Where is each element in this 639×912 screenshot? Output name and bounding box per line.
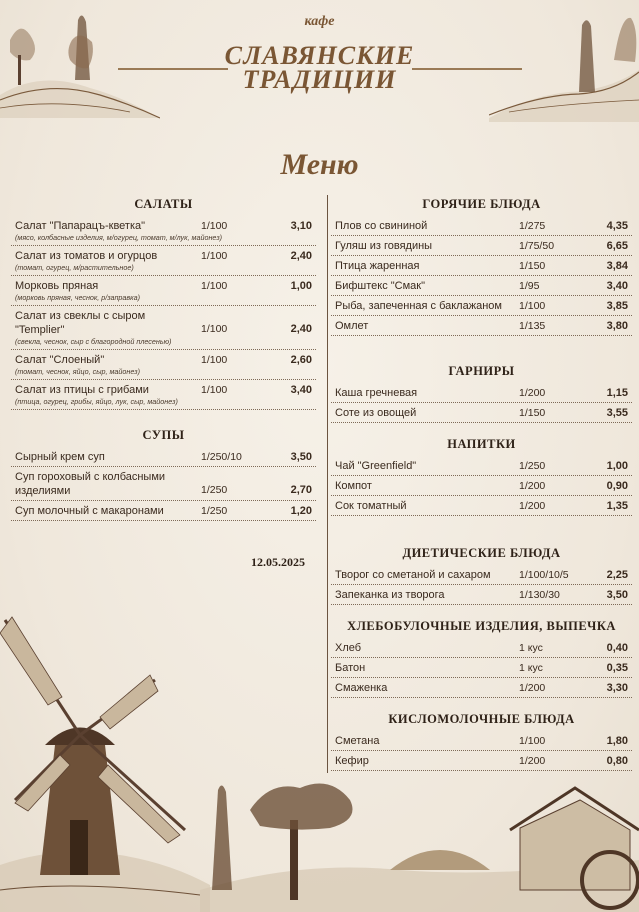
dish-portion: 1/100 [201, 384, 228, 396]
dish-portion: 1/200 [519, 755, 546, 767]
dish-name: Кефир [335, 755, 369, 767]
dish-ingredients: (томат, огурец, м/растительное) [15, 263, 134, 272]
dish-price: 1,80 [606, 735, 628, 747]
dish-ingredients: (птица, огурец, грибы, яйцо, лук, сыр, майонез) [15, 397, 178, 406]
section-title: САЛАТЫ [134, 197, 193, 211]
dish-name: Сырный крем суп [15, 451, 105, 463]
menu-item [11, 308, 316, 350]
dish-portion: 1/100 [201, 323, 228, 335]
cafe-label: кафе [304, 14, 335, 29]
dish-price: 2,40 [290, 250, 312, 262]
dish-price: 3,30 [606, 682, 628, 694]
menu-section [11, 428, 316, 521]
menu-item [331, 405, 632, 423]
dish-name: Компот [335, 480, 372, 492]
brand-logo [0, 41, 639, 94]
dish-price: 3,40 [606, 280, 628, 292]
dish-price: 0,35 [606, 662, 628, 674]
section-title: ГОРЯЧИЕ БЛЮДА [422, 197, 541, 211]
dish-price: 3,10 [290, 220, 312, 232]
dish-portion: 1/200 [519, 682, 546, 694]
menu-date: 12.05.2025 [251, 555, 305, 569]
dish-portion: 1/100 [519, 300, 546, 312]
dish-price: 3,85 [606, 300, 628, 312]
dish-price: 3,50 [290, 451, 312, 463]
dish-portion: 1/100/10/5 [519, 569, 569, 581]
section-title: КИСЛОМОЛОЧНЫЕ БЛЮДА [388, 712, 575, 726]
menu-item [11, 469, 316, 501]
dish-name: Батон [335, 662, 366, 674]
dish-ingredients: (мясо, колбасные изделия, м/огурец, томат, м/лук, майонез) [15, 233, 223, 242]
dish-name: Запеканка из творога [335, 589, 445, 601]
menu-item [331, 278, 632, 296]
dish-ingredients: (морковь пряная, чеснок, р/заправка) [15, 293, 140, 302]
brand-line-1: СЛАВЯНСКИЕ [224, 41, 415, 70]
dish-price: 3,84 [606, 260, 628, 272]
dish-portion: 1/150 [519, 260, 546, 272]
dish-name: Омлет [335, 320, 369, 332]
dish-portion: 1/250 [201, 505, 228, 517]
dish-portion: 1/75/50 [519, 240, 555, 252]
dish-portion: 1/135 [519, 320, 546, 332]
menu-section [328, 437, 632, 516]
menu-item [331, 498, 632, 516]
section-title: НАПИТКИ [447, 437, 516, 451]
menu-item [331, 567, 632, 585]
dish-portion: 1/275 [519, 220, 546, 232]
menu-item [331, 680, 632, 698]
dish-name: Соте из овощей [335, 407, 417, 419]
dish-portion: 1/200 [519, 500, 546, 512]
dish-price: 2,40 [290, 323, 312, 335]
dish-name: Салат "Слоеный" [15, 354, 105, 366]
dish-ingredients: (свекла, чеснок, сыр с благородной плесенью) [15, 337, 172, 346]
menu-section [328, 197, 632, 336]
section-title: ХЛЕБОБУЛОЧНЫЕ ИЗДЕЛИЯ, ВЫПЕЧКА [347, 619, 616, 633]
windmill-illustration [0, 605, 210, 912]
menu-item [331, 258, 632, 276]
dish-portion: 1/100 [201, 220, 228, 232]
menu-section [11, 197, 316, 410]
menu-item [11, 278, 316, 306]
left-column [11, 195, 316, 523]
dish-portion: 1/250/10 [201, 451, 242, 463]
dish-name: Салат из томатов и огурцов [15, 250, 158, 262]
dish-portion: 1/150 [519, 407, 546, 419]
dish-name: Салат из птицы с грибами [15, 384, 149, 396]
dish-price: 6,65 [606, 240, 628, 252]
menu-section [328, 546, 632, 605]
menu-section [328, 364, 632, 423]
menu-title: Меню [280, 148, 359, 181]
dish-name: Бифштекс "Смак" [335, 280, 426, 292]
dish-name: Салат из свеклы с сыром "Templier" [15, 310, 146, 336]
dish-portion: 1/130/30 [519, 589, 560, 601]
dish-price: 3,40 [290, 384, 312, 396]
dish-name: Каша гречневая [335, 387, 418, 399]
menu-item [331, 298, 632, 316]
dish-portion: 1 кус [519, 642, 543, 654]
dish-portion: 1/100 [201, 250, 228, 262]
section-title: ДИЕТИЧЕСКИЕ БЛЮДА [402, 546, 561, 560]
menu-item [331, 660, 632, 678]
dish-name: Рыба, запеченная с баклажаном [335, 300, 502, 312]
dish-portion: 1/200 [519, 387, 546, 399]
dish-portion: 1/200 [519, 480, 546, 492]
dish-price: 3,55 [606, 407, 628, 419]
dish-name: Гуляш из говядины [335, 240, 433, 252]
dish-name: Суп молочный с макаронами [15, 505, 164, 517]
dish-name: Сок томатный [335, 500, 407, 512]
menu-item [331, 640, 632, 658]
menu-item [11, 382, 316, 410]
menu-section [328, 619, 632, 698]
dish-price: 1,00 [290, 280, 312, 292]
dish-price: 4,35 [606, 220, 628, 232]
menu-item [331, 458, 632, 476]
menu-item [11, 503, 316, 521]
dish-name: Чай "Greenfield" [335, 460, 417, 472]
dish-portion: 1/95 [519, 280, 540, 292]
dish-price: 2,25 [606, 569, 628, 581]
menu-item [331, 587, 632, 605]
dish-price: 2,60 [290, 354, 312, 366]
dish-price: 0,90 [606, 480, 628, 492]
dish-price: 3,80 [606, 320, 628, 332]
menu-item [331, 238, 632, 256]
dish-name: Морковь пряная [15, 280, 99, 292]
dish-price: 1,35 [606, 500, 628, 512]
dish-portion: 1/100 [519, 735, 546, 747]
dish-price: 1,00 [606, 460, 628, 472]
brand-line-2: ТРАДИЦИИ [242, 65, 397, 94]
dish-price: 0,80 [606, 755, 628, 767]
right-column [327, 195, 632, 773]
section-title: ГАРНИРЫ [448, 364, 515, 378]
dish-price: 0,40 [606, 642, 628, 654]
dish-name: Суп гороховый с колбасными изделиями [15, 471, 166, 497]
dish-ingredients: (томат, чеснок, яйцо, сыр, майонез) [15, 367, 141, 376]
dish-name: Сметана [335, 735, 380, 747]
menu-item [331, 318, 632, 336]
menu-item [331, 218, 632, 236]
dish-name: Птица жаренная [335, 260, 420, 272]
menu-item [11, 218, 316, 246]
section-title: СУПЫ [142, 428, 185, 442]
dish-portion: 1/100 [201, 280, 228, 292]
village-illustration [200, 760, 639, 912]
menu-item [11, 248, 316, 276]
menu-item [331, 733, 632, 751]
dish-name: Хлеб [335, 642, 362, 654]
dish-portion: 1/100 [201, 354, 228, 366]
menu-item [331, 385, 632, 403]
dish-name: Салат "Папарацъ-кветка" [15, 220, 146, 232]
menu-item [331, 478, 632, 496]
dish-price: 3,50 [606, 589, 628, 601]
dish-name: Смаженка [335, 682, 388, 694]
dish-portion: 1 кус [519, 662, 543, 674]
dish-price: 1,15 [606, 387, 628, 399]
dish-portion: 1/250 [201, 484, 228, 496]
dish-name: Плов со свининой [335, 220, 428, 232]
dish-portion: 1/250 [519, 460, 546, 472]
dish-price: 2,70 [290, 484, 312, 496]
dish-name: Творог со сметаной и сахаром [335, 569, 491, 581]
dish-price: 1,20 [290, 505, 312, 517]
menu-item [11, 352, 316, 380]
menu-item [11, 449, 316, 467]
